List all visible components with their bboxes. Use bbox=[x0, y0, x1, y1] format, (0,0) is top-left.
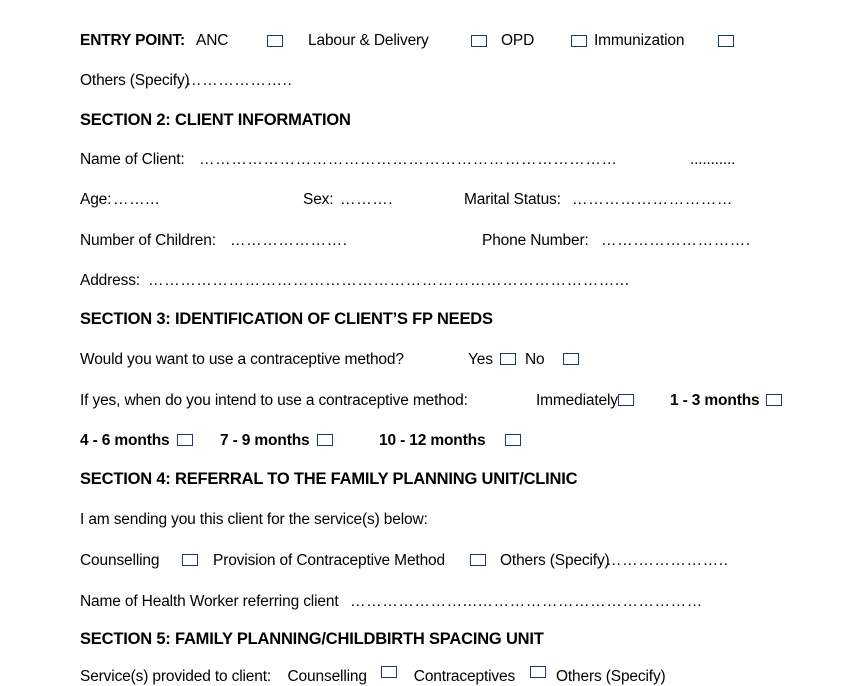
section2-name-dots: …………………………………………………………………… bbox=[199, 151, 618, 168]
section5-checkbox-contraceptives[interactable] bbox=[530, 666, 546, 678]
section4-others-label: Others (Specify) bbox=[500, 552, 610, 569]
section3-timing-10-12-months-label: 10 - 12 months bbox=[379, 432, 486, 449]
section2-address-label: Address: bbox=[80, 272, 140, 289]
section3-heading: SECTION 3: IDENTIFICATION OF CLIENT’S FP NEEDS bbox=[80, 310, 493, 328]
section4-heading: SECTION 4: REFERRAL TO THE FAMILY PLANNING UNIT/CLINIC bbox=[80, 470, 578, 488]
section4-worker-label: Name of Health Worker referring client bbox=[80, 593, 339, 610]
section3-intend-question: If yes, when do you intend to use a contraceptive method: bbox=[80, 392, 468, 409]
section2-marital-status-dots: ………………………… bbox=[572, 191, 733, 208]
section3-timing-7-9-months-label: 7 - 9 months bbox=[220, 432, 310, 449]
section3-checkbox-no[interactable] bbox=[563, 353, 579, 365]
entry-point-others-label: Others (Specify) bbox=[80, 72, 190, 89]
section2-children-dots: …………………. bbox=[230, 232, 348, 249]
section3-checkbox-1-3-months[interactable] bbox=[766, 394, 782, 406]
entry-point-checkbox-immunization[interactable] bbox=[718, 35, 734, 47]
section3-timing-4-6-months-label: 4 - 6 months bbox=[80, 432, 170, 449]
section3-timing-immediately-label: Immediately bbox=[536, 392, 618, 409]
section4-service-counselling-label: Counselling bbox=[80, 552, 160, 569]
entry-point-checkbox-anc[interactable] bbox=[267, 35, 283, 47]
section2-sex-dots: ………. bbox=[340, 191, 394, 208]
entry-point-label: ENTRY POINT: bbox=[80, 32, 185, 49]
section4-checkbox-counselling[interactable] bbox=[182, 554, 198, 566]
section3-checkbox-yes[interactable] bbox=[500, 353, 516, 365]
section5-heading: SECTION 5: FAMILY PLANNING/CHILDBIRTH SPACING UNIT bbox=[80, 630, 544, 648]
section4-checkbox-provision[interactable] bbox=[470, 554, 486, 566]
section2-phone-dots: ………………………. bbox=[601, 232, 751, 249]
section2-name-label: Name of Client: bbox=[80, 151, 185, 168]
section2-marital-status-label: Marital Status: bbox=[464, 191, 561, 208]
section4-worker-dots: …………………...…………………………………… bbox=[350, 593, 703, 610]
section5-service-contraceptives-label: Contraceptives bbox=[413, 668, 516, 685]
section3-yes-label: Yes bbox=[468, 351, 493, 368]
section3-checkbox-4-6-months[interactable] bbox=[177, 434, 193, 446]
section3-no-label: No bbox=[525, 351, 545, 368]
section2-age-label: Age: bbox=[80, 191, 112, 208]
section3-checkbox-immediately[interactable] bbox=[618, 394, 634, 406]
section2-children-label: Number of Children: bbox=[80, 232, 216, 249]
section2-heading: SECTION 2: CLIENT INFORMATION bbox=[80, 111, 351, 129]
entry-point-others-dots: ……………….. bbox=[186, 72, 293, 89]
section3-timing-1-3-months-label: 1 - 3 months bbox=[670, 392, 760, 409]
section4-intro: I am sending you this client for the service(s) below: bbox=[80, 511, 428, 528]
section5-others-label: Others (Specify) bbox=[555, 668, 666, 685]
entry-point-option-opd-label: OPD bbox=[501, 32, 535, 49]
section4-others-dots: ………………….. bbox=[606, 552, 729, 569]
section5-services-line bbox=[80, 668, 680, 685]
section5-service-counselling-label: Counselling bbox=[287, 668, 367, 685]
entry-point-option-immunization-label: Immunization bbox=[594, 32, 685, 49]
section5-checkbox-counselling[interactable] bbox=[381, 666, 397, 678]
section5-services-prefix: Service(s) provided to client: bbox=[80, 668, 272, 685]
entry-point-checkbox-opd[interactable] bbox=[571, 35, 587, 47]
section3-checkbox-7-9-months[interactable] bbox=[317, 434, 333, 446]
section4-service-provision-label: Provision of Contraceptive Method bbox=[213, 552, 445, 569]
section2-name-dots-tail: ........... bbox=[690, 151, 736, 168]
section2-phone-label: Phone Number: bbox=[482, 232, 589, 249]
entry-point-checkbox-labour-delivery[interactable] bbox=[471, 35, 487, 47]
section3-checkbox-10-12-months[interactable] bbox=[505, 434, 521, 446]
section2-age-dots: ……... bbox=[113, 191, 160, 208]
section3-question: Would you want to use a contraceptive method? bbox=[80, 351, 404, 368]
entry-point-option-labour-delivery-label: Labour & Delivery bbox=[308, 32, 429, 49]
section2-sex-label: Sex: bbox=[303, 191, 334, 208]
section2-address-dots: ……………………………………………………………………………... bbox=[148, 272, 630, 289]
entry-point-option-anc-label: ANC bbox=[196, 32, 229, 49]
